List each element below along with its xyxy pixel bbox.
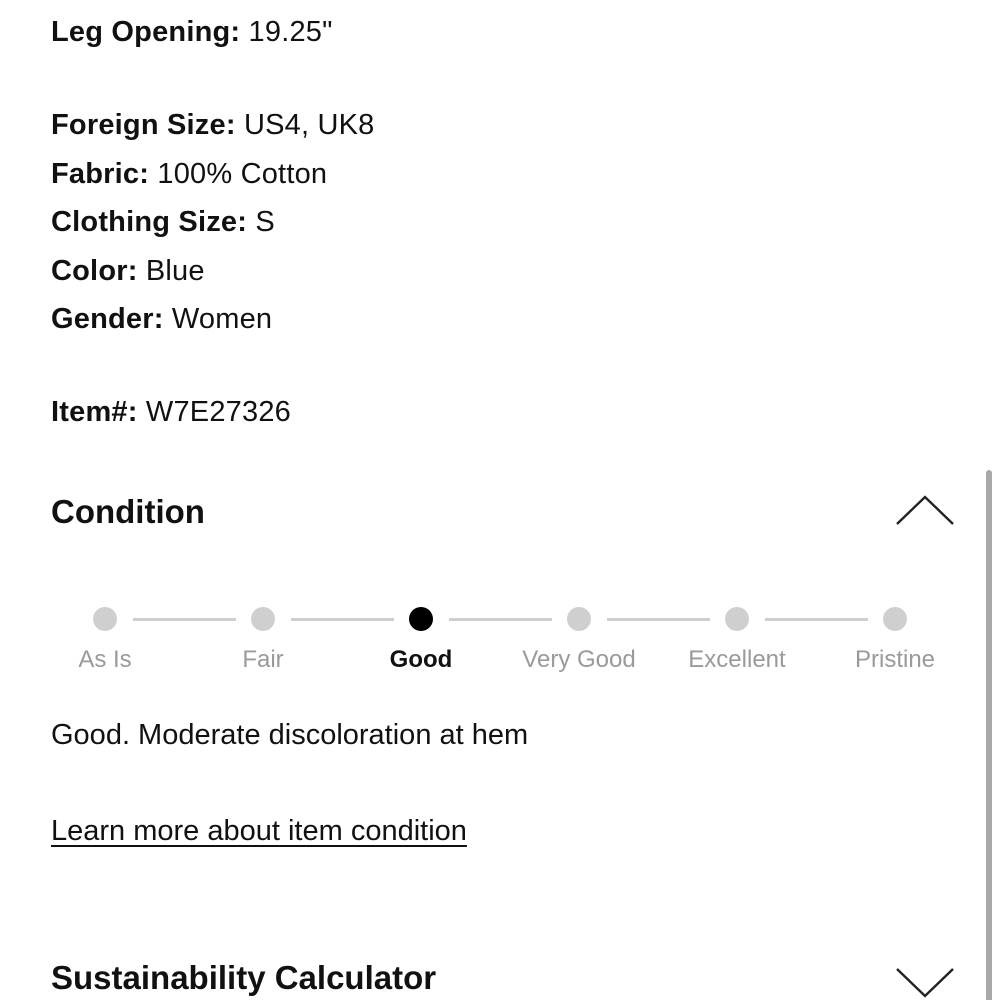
spec-label: Fabric: — [51, 158, 150, 190]
spec-leg-opening — [51, 14, 333, 50]
spec-clothing-size — [51, 204, 275, 240]
spec-color — [51, 253, 205, 289]
condition-dot-pristine[interactable] — [883, 607, 907, 631]
condition-description: Good. Moderate discoloration at hem — [51, 719, 529, 751]
spec-value: Women — [171, 303, 273, 335]
condition-dot-fair[interactable] — [251, 607, 275, 631]
spec-label: Clothing Size: — [51, 206, 248, 238]
learn-more-condition-link[interactable]: Learn more about item condition — [51, 815, 467, 847]
scale-connector — [449, 618, 552, 621]
condition-label-excellent[interactable]: Excellent — [688, 646, 786, 673]
condition-dot-good[interactable] — [409, 607, 433, 631]
scale-connector — [607, 618, 710, 621]
spec-fabric — [51, 156, 327, 192]
spec-value: 19.25" — [248, 16, 333, 48]
spec-foreign-size — [51, 107, 374, 143]
condition-label-pristine[interactable]: Pristine — [854, 646, 936, 673]
condition-heading[interactable]: Condition — [51, 493, 205, 530]
condition-label-good[interactable]: Good — [389, 646, 453, 673]
condition-label-very-good[interactable]: Very Good — [522, 646, 636, 673]
spec-item-number — [51, 394, 291, 430]
spec-label: Color: — [51, 255, 138, 287]
spec-label: Gender: — [51, 303, 164, 335]
spec-value: Blue — [145, 255, 205, 287]
condition-label-as-is[interactable]: As Is — [78, 646, 132, 673]
condition-dot-excellent[interactable] — [725, 607, 749, 631]
spec-value: US4, UK8 — [243, 109, 375, 141]
condition-dot-as-is[interactable] — [93, 607, 117, 631]
spec-label: Foreign Size: — [51, 109, 236, 141]
chevron-up-icon[interactable] — [893, 493, 957, 529]
condition-dot-very-good[interactable] — [567, 607, 591, 631]
chevron-down-icon[interactable] — [893, 964, 957, 1000]
scrollbar[interactable] — [986, 470, 992, 1000]
spec-label: Leg Opening: — [51, 16, 241, 48]
scale-connector — [291, 618, 394, 621]
spec-gender — [51, 301, 272, 337]
spec-label: Item#: — [51, 396, 138, 428]
condition-label-fair[interactable]: Fair — [242, 646, 284, 673]
scale-connector — [765, 618, 868, 621]
sustainability-heading[interactable]: Sustainability Calculator — [51, 959, 437, 996]
spec-value: 100% Cotton — [157, 158, 328, 190]
spec-value: W7E27326 — [145, 396, 291, 428]
scale-connector — [133, 618, 236, 621]
spec-value: S — [255, 206, 275, 238]
